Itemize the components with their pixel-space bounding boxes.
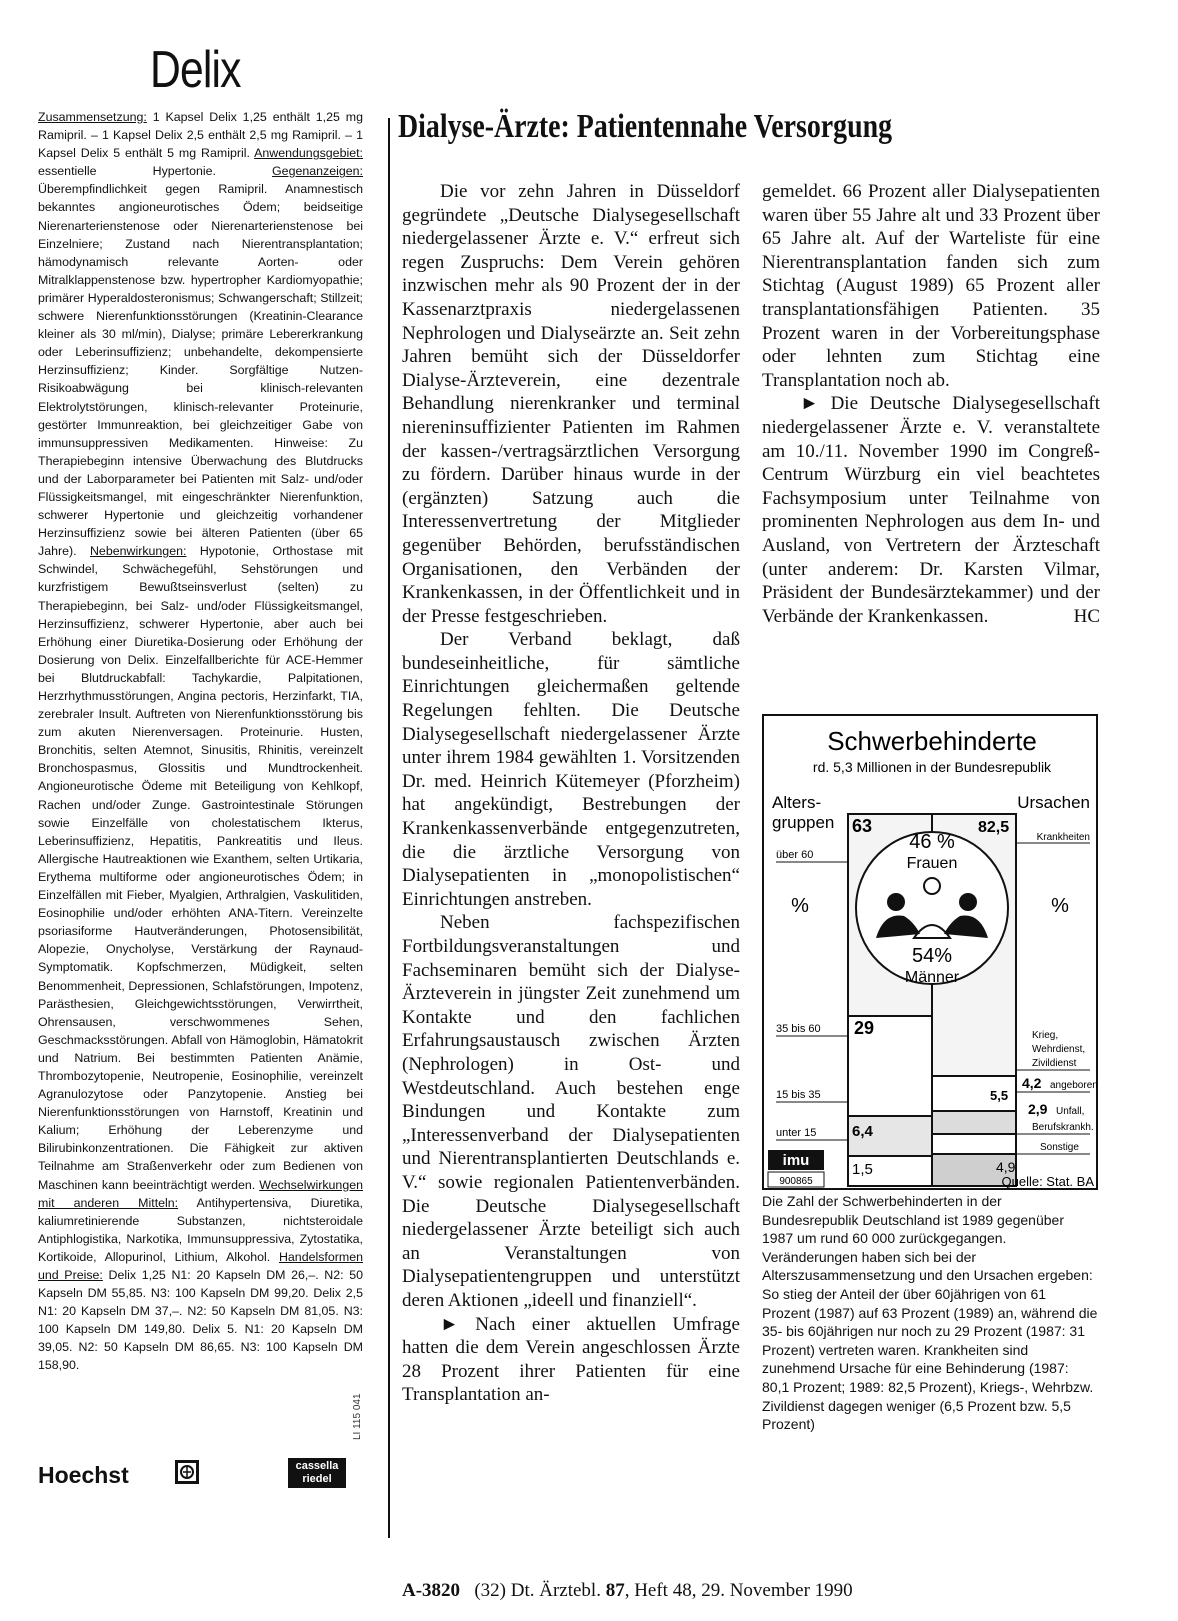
issue-suffix: , Heft 48, 29. November 1990 xyxy=(624,1580,853,1601)
segment-unfall xyxy=(932,1134,1016,1154)
article-paragraph-3: Neben fachspezifischen Fortbildungsveranstaltungen und Fachseminaren bemüht sich der Dialyse-Ärzteverein in jüngster Zeit zunehmend um Kontakte und den fachlichen Erfahrungsaustausch zwischen Ärzten (Nephrologen) in Ost- und Westdeutschland. Auch bestehen enge Bindungen und Kontakte zum „Interessenverband der Dialysepatienten und Nierentransplantierten Deutschlands e. V.“ sowie regionalen Patientenverbänden. Die Deutsche Dialysegesellschaft niedergelassener Ärzte beteiligt sich auch an Veranstaltungen von Dialysepatientengruppen und unterstützt deren Aktionen „ideell und finanziell“. xyxy=(402,912,740,1311)
author-signature: HC xyxy=(1073,605,1100,627)
value-1-5: 1,5 xyxy=(852,1161,873,1178)
hoechst-emblem-icon xyxy=(175,1460,199,1484)
article-paragraph-4-start: ► Nach einer aktuellen Umfrage hatten die dem Verein angeschlossen Ärzte 28 Prozent ihrer Patienten für eine Transplantation an- xyxy=(402,1313,740,1406)
text-handelsformen: Delix 1,25 N1: 20 Kapseln DM 26,–. N2: 50 Kapseln DM 55,85. N3: 100 Kapseln DM 99,20. Delix 2,5 N1: 20 Kapseln DM 37,–. N2: 50 Kapseln DM 81,05. N3: 100 Kapseln DM 149,80. Delix 5. N1: 20 Kapseln DM 39,05. N2: 50 Kapseln DM 86,65. N3: 100 Kapseln DM 158,90. xyxy=(38,1268,363,1373)
value-4-2: 4,2 xyxy=(1022,1075,1042,1091)
cassella-logo-line1: cassella xyxy=(295,1460,339,1472)
label-unfall: Unfall, xyxy=(1056,1106,1085,1117)
label-ursachen: Ursachen xyxy=(1017,793,1090,812)
value-5-5: 5,5 xyxy=(990,1088,1009,1103)
men-percent: 54% xyxy=(911,945,953,967)
article-paragraph-1: Die vor zehn Jahren in Düsseldorf gegründete „Deutsche Dialysegesellschaft niedergelassener Ärzte e. V.“ erfreut sich regen Zuspruchs: Dem Verein gehören inzwischen mehr als 90 Prozent der in der Kassenarztpraxis niedergelassenen Nephrologen und Dialyseärzte an. Seit zehn Jahren bemüht sich der Düsseldorfer Dialyse-Ärzteverein, eine dezentrale Behandlung nierenkranker und terminal niereninsuffizienter Patienten im Rahmen der kassen-/vertragsärztlichen Versorgung zu fördern. Darüber hinaus wurde in der (ergänzten) Satzung auch die Interessenvertretung der Mitglieder gegenüber Behörden, berufsständischen Organisationen, den Verbänden der Krankenkassen, in der Öffentlichkeit und in der Presse festgeschrieben. xyxy=(402,181,740,627)
value-29: 29 xyxy=(854,1018,875,1038)
label-gegenanzeigen: Gegenanzeigen: xyxy=(272,164,363,179)
article-column-1 xyxy=(402,180,740,1407)
label-krieg-3: Zivildienst xyxy=(1032,1058,1077,1069)
cassella-logo-line2: riedel xyxy=(302,1473,332,1485)
issue-prefix: (32) Dt. Ärztebl. xyxy=(474,1580,606,1601)
label-unter-15: unter 15 xyxy=(776,1127,817,1139)
text-nebenwirkungen: Hypotonie, Orthostase mit Schwindel, Schwächegefühl, Sehstörungen und kurzfristigem Bewußtseinsverlust (selten) zu Therapiebeginn, bei Salz- und/oder Flüssigkeitsmangel, Herzinsuffizienz, schwerer Hypertonie, aber auch bei Erhöhung einer Diuretika-Dosierung oder Erhöhung der Dosierung von Delix. Einzelfallberichte für ACE-Hemmer bei Blutdruckabfall: Tachykardie, Palpitationen, Herzrhythmusstörungen, Angina pectoris, Herzinfarkt, TIA, zerebraler Insult. Auftreten von Nierenfunktionsstörung bis zum akuten Nierenversagen. Proteinurie. Husten, Bronchitis, selten Atemnot, Sinusitis, Rhinitis, vereinzelt Bronchospasmus, Glossitis und Mundtrockenheit. Angioneurotische Ödeme mit Beteiligung von Kehlkopf, Rachen und/oder Zunge. Gastrointestinale Störungen sowie Einzelfälle von cholestatischem Ikterus, Leberinsuffizienz, Hepatitis, Pankreatitis und Ileus. Allergische Hautreaktionen wie Exanthem, selten Urtikaria, Erythema multiforme oder angioneurotisches Ödem; in Einzelfällen mit Fieber, Myalgien, Arthralgien, Vaskulitiden, Eosinophilie und/oder erhöhten ANA-Titern. Vereinzelte psoriasiforme Hautveränderungen, Photosensibilität, Alopezie, Onycholyse, Verstärkung der Raynaud-Symptomatik. Kopfschmerzen, Müdigkeit, selten Benommenheit, Depressionen, Schlafstörungen, Impotenz, Parästhesien, Gleichgewichtsstörungen, Verwirrtheit, Ohrensausen, verschwommenes Sehen, Geschmacksstörungen. Abfall von Hämoglobin, Hämatokrit und Natrium. Bei bestimmten Patienten Anämie, Thrombozytopenie, Neutropenie, Eosinophilie, vereinzelt Agranulozytose oder Panzytopenie. Anstieg bei Nierenfunktionsstörungen von Harnstoff, Kreatinin und Kalium; Erhöhung der Leberenzyme und Bilirubinkonzentrationen. Die Fähigkeit zur aktiven Teilnahme am Straßenverkehr oder zum Bedienen von Maschinen kann beeinträchtigt werden. xyxy=(38,544,364,1192)
label-krieg-1: Krieg, xyxy=(1032,1030,1059,1041)
volume-number: 87 xyxy=(605,1580,625,1601)
ad-title: Delix xyxy=(150,41,241,99)
left-percent-sign: % xyxy=(791,895,809,917)
text-zusammensetzung: 1 Kapsel Delix 1,25 enthält 1,25 mg Ramipril. – 1 Kapsel Delix 2,5 enthält 2,5 mg Ramipril. – 1 Kapsel Delix 5 enthält 5 mg Ramipril. xyxy=(38,110,363,161)
label-wechselwirkungen: Wechselwirkungen mit anderen Mitteln: xyxy=(38,1177,363,1210)
chart-source: Quelle: Stat. BA xyxy=(1001,1174,1094,1189)
chart-subtitle: rd. 5,3 Millionen in der Bundesrepublik xyxy=(812,759,1052,775)
label-alters: Alters- xyxy=(772,793,822,812)
men-label: Männer xyxy=(904,969,960,986)
label-handelsformen: Handelsformen und Preise: xyxy=(38,1249,363,1282)
value-63: 63 xyxy=(852,816,873,836)
label-angeboren: angeboren xyxy=(1050,1080,1098,1091)
article-paragraph-2: Der Verband beklagt, daß bundeseinheitliche, für sämtliche Einrichtungen gleichermaßen geltende Regelungen fehlten. Die Deutsche Dialysegesellschaft niedergelassener Ärzte unter ihrem 1984 gewählten 1. Vorsitzenden Dr. med. Heinrich Kütemeyer (Pforzheim) hat angekündigt, Bestrebungen der Krankenkassenverbände entgegenzutreten, die die ärztliche Versorgung von Dialysepatienten in „monopolistischen“ Einrichtungen anstreben. xyxy=(402,629,740,910)
chart-title: Schwerbehinderte xyxy=(827,726,1037,756)
text-gegenanzeigen: Überempfindlichkeit gegen Ramipril. Anamnestisch bekanntes angioneurotisches Ödem; beidseitige Nierenarterienstenose oder Nierenarterienstenose bei Einzelniere; Zustand nach Nierentransplantation; hämodynamisch relevante Aorten- oder Mitralklappenstenose bzw. hypertropher Kardiomyopathie; primärer Hyperaldosteronismus; Schwangerschaft; Stillzeit; schwere Nierenfunktionsstörungen (Kreatinin-Clearance kleiner als 30 ml/min), Dialyse; primäre Lebererkrankung oder Leberinsuffizienz; unbehandelte, dekompensierte Herzinsuffizienz; Kinder. Sorgfältige Nutzen-Risikoabwägung bei klinisch-relevanten Elektrolytstörungen, klinisch-relevanter Proteinurie, gestörter Immunreaktion, bei gleichzeitiger Gabe von immunsuppressiven Medikamenten. Hinweise: Zu Therapiebeginn intensive Überwachung des Blutdrucks und der Laborparameter bei Patienten mit Salz- und/oder Flüssigkeitsmangel, mit eingeschränkter Nierenfunktion, schwerer Hypertonie und gleichzeitig vorhandener Herzinsuffizienz sowie bei älteren Patienten (über 65 Jahre). xyxy=(38,182,363,559)
page-number: A-3820 xyxy=(402,1580,461,1601)
cassella-riedel-logo xyxy=(288,1458,346,1488)
label-sonstige: Sonstige xyxy=(1040,1142,1079,1153)
label-15-bis-35: 15 bis 35 xyxy=(776,1089,821,1101)
ad-reference-code: LI 115 041 xyxy=(352,1393,363,1440)
value-2-9: 2,9 xyxy=(1028,1101,1048,1117)
hoechst-logo-text: Hoechst xyxy=(38,1462,129,1488)
imu-code: 900865 xyxy=(779,1176,813,1187)
segment-angeboren xyxy=(932,1111,1016,1134)
label-krieg-2: Wehrdienst, xyxy=(1032,1044,1086,1055)
page-footer xyxy=(402,1580,853,1602)
text-anwendungsgebiet: essentielle Hypertonie. xyxy=(38,164,273,179)
ad-prescribing-info xyxy=(38,108,363,1375)
label-berufskrankh: Berufskrankh. xyxy=(1032,1122,1094,1133)
women-label: Frauen xyxy=(906,855,958,872)
women-percent: 46 % xyxy=(909,831,955,853)
label-ueber-60: über 60 xyxy=(776,849,814,861)
label-gruppen: gruppen xyxy=(772,813,835,832)
chart-caption: Die Zahl der Schwerbehinderten in der Bundesrepublik Deutschland ist 1989 gegenüber 1987 um rund 60 000 zurückgegangen. Veränderungen haben sich bei der Alterszusammensetzung und den Ursachen ergeben: So stieg der Anteil der über 60jährigen von 61 Prozent (1987) auf 63 Prozent (1989) an, während die 35- bis 60jährigen nur noch zu 29 Prozent (1987: 31 Prozent) vertreten waren. Krankheiten sind zunehmend Ursache für eine Behinderung (1987: 80,1 Prozent; 1989: 82,5 Prozent), Kriegs-, Wehrbzw. Zivildienst dagegen weniger (6,5 Prozent bzw. 5,5 Prozent) xyxy=(762,1193,1098,1433)
label-35-bis-60: 35 bis 60 xyxy=(776,1023,821,1035)
label-anwendungsgebiet: Anwendungsgebiet: xyxy=(254,146,363,161)
article-headline: Dialyse-Ärzte: Patientennahe Versorgung xyxy=(398,108,893,145)
disability-infographic xyxy=(762,714,1098,1190)
value-4-9: 4,9 xyxy=(996,1159,1016,1175)
value-6-4: 6,4 xyxy=(852,1123,873,1140)
article-paragraph-5 xyxy=(762,392,1100,628)
article-column-2 xyxy=(762,180,1100,628)
column-divider xyxy=(388,118,390,1538)
article-paragraph-4-end: gemeldet. 66 Prozent aller Dialysepatienten waren über 55 Jahre alt und 33 Prozent über 65 Jahre alt. Auf der Warteliste für eine Nierentransplantation fanden sich zum Stichtag (August 1989) 65 Prozent aller transplantationsfähigen Patienten. 35 Prozent waren in der Vorbereitungsphase oder lehnten zum Stichtag eine Transplantation noch ab. xyxy=(762,181,1100,391)
infographic-svg xyxy=(764,716,1100,1192)
label-krankheiten: Krankheiten xyxy=(1036,832,1090,843)
right-percent-sign: % xyxy=(1051,895,1069,917)
value-82-5: 82,5 xyxy=(978,819,1010,836)
label-nebenwirkungen: Nebenwirkungen: xyxy=(89,544,187,559)
imu-logo-text: imu xyxy=(782,1152,810,1169)
label-zusammensetzung: Zusammensetzung: xyxy=(38,110,147,124)
text-wechselwirkungen: Antihypertensiva, Diuretika, kaliumretinierende Substanzen, nichtsteroidale Antiphlogistika, Narkotika, Immunsuppressiva, Zytostatika, Kortikoide, Allopurinol, Lithium, Alkohol. xyxy=(38,1195,363,1264)
article-paragraph-5-text: ► Die Deutsche Dialysegesellschaft niedergelassener Ärzte e. V. veranstaltete am 10./11. November 1990 im Congreß-Centrum Würzburg ein viel beachtetes Fachsymposium unter Teilnahme von prominenten Nephrologen aus dem In- und Ausland, von Vertretern der Ärzteschaft (unter anderem: Dr. Karsten Vilmar, Präsident der Bundesärztekammer) und der Verbände der Krankenkassen. xyxy=(762,393,1100,627)
